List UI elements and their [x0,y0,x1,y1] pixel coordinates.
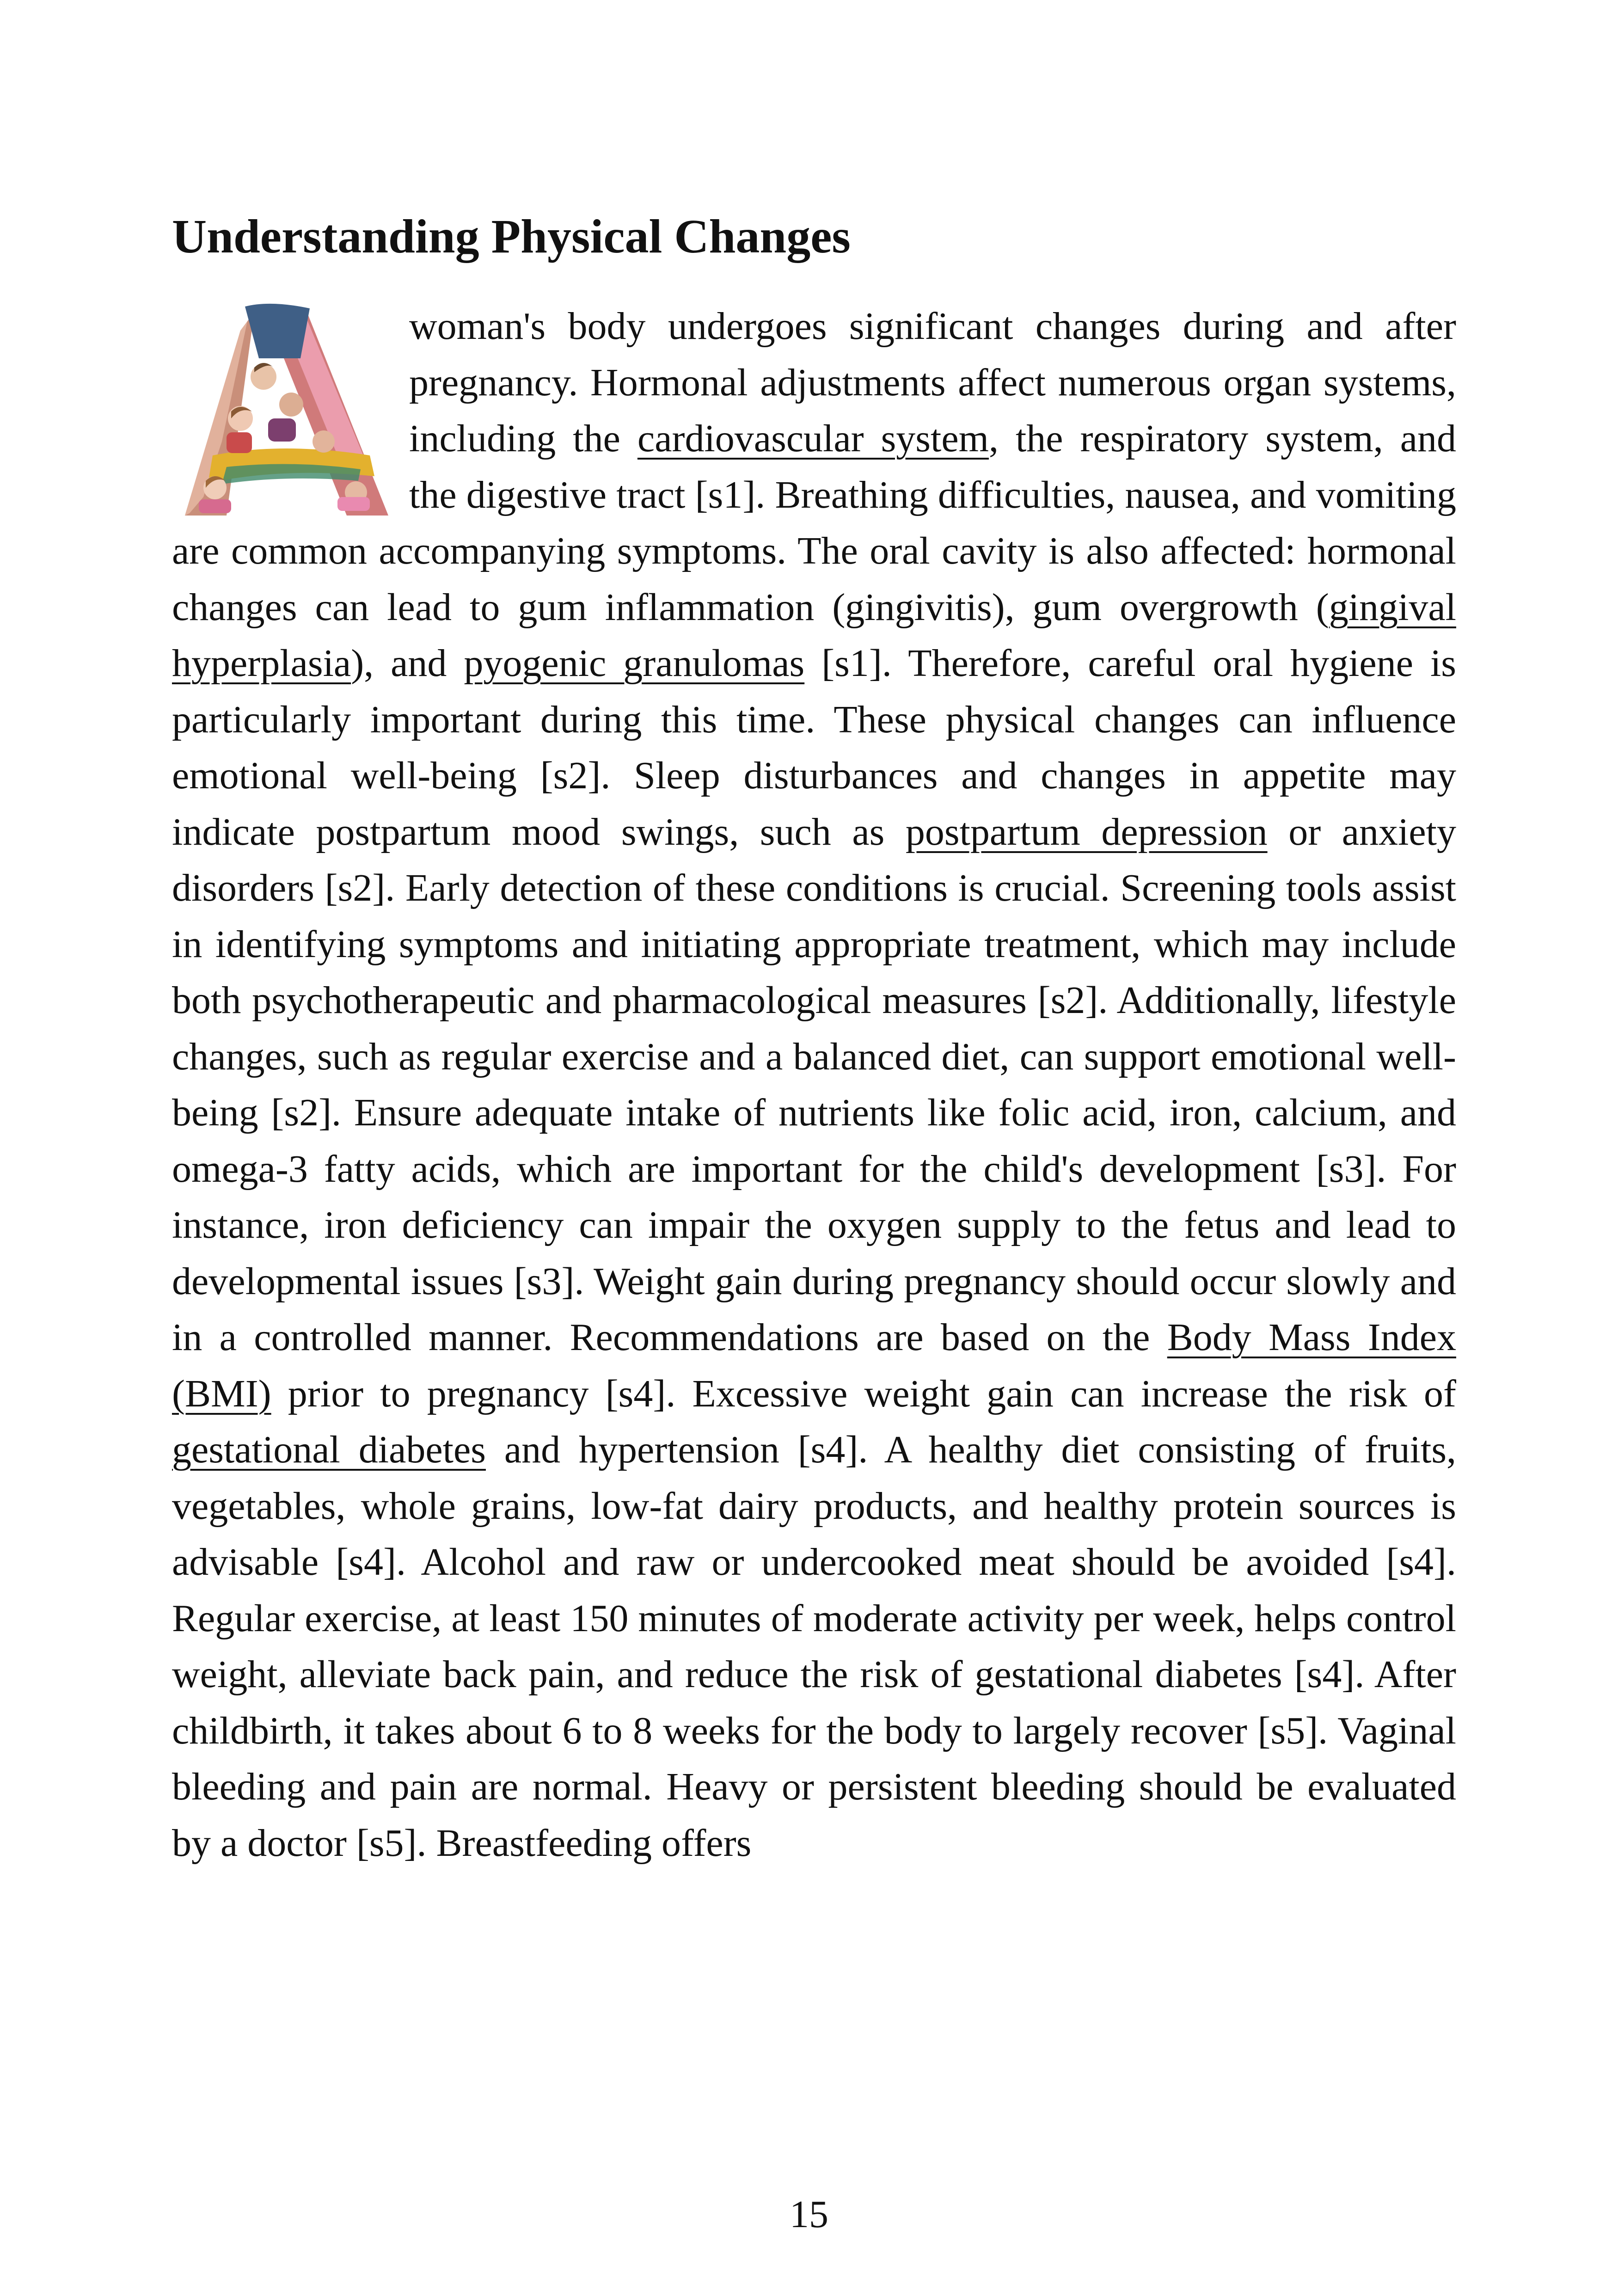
glossary-term-cardiovascular-system[interactable]: cardiovascular system [637,417,989,460]
body-paragraph [172,298,1456,1871]
photo-collage-letter-a-icon [171,303,398,520]
paragraph-run: prior to pregnancy [s4]. Excessive weight gain can increase the risk of [271,1372,1456,1415]
glossary-term-body-mass-index[interactable]: Body Mass Index (BMI) [172,1316,1456,1415]
paragraph-run: ), and [351,642,464,685]
paragraph-run: or anxiety disorders [s2]. Early detection of these conditions is crucial. Screening tools assist in identifying symptoms and initiating appropriate treatment, which may include both psychotherapeutic and pharmacological measures [s2]. Additionally, lifestyle changes, such as regular exercise and a balanced diet, can support emotional well-being [s2]. Ensure adequate intake of nutrients like folic acid, iron, calcium, and omega-3 fatty acids, which are important for the child's development [s3]. For instance, iron deficiency can impair the oxygen supply to the fetus and lead to developmental issues [s3]. Weight gain during pregnancy should occur slowly and in a controlled manner. Recommendations are based on the [172,810,1456,1359]
glossary-term-gingival-hyperplasia[interactable]: gingival hyperplasia [172,585,1456,685]
glossary-term-pyogenic-granulomas[interactable]: pyogenic granulomas [464,642,805,685]
glossary-term-gestational-diabetes[interactable]: gestational diabetes [172,1428,486,1471]
drop-cap [171,303,409,522]
section-title: Understanding Physical Changes [172,209,851,263]
paragraph-run: [s1]. Therefore, careful oral hygiene is particularly important during this time. These physical changes can influence emotional well-being [s2]. Sleep disturbances and changes in appetite may indicate postpartum mood swings, such as [172,642,1456,853]
page-number: 15 [790,2193,828,2236]
paragraph-run: woman's body undergoes significant changes during and after pregnancy. Hormonal adjustments affect numerous organ systems, including the [409,305,1456,460]
paragraph-run: and hypertension [s4]. A healthy diet consisting of fruits, vegetables, whole grains, low-fat dairy products, and healthy protein sources is advisable [s4]. Alcohol and raw or undercooked meat should be avoided [s4]. Regular exercise, at least 150 minutes of moderate activity per week, helps control weight, alleviate back pain, and reduce the risk of gestational diabetes [s4]. After childbirth, it takes about 6 to 8 weeks for the body to largely recover [s5]. Vaginal bleeding and pain are normal. Heavy or persistent bleeding should be evaluated by a doctor [s5]. Breastfeeding offers [172,1428,1457,1865]
paragraph-run: , the respiratory system, and the digestive tract [s1]. Breathing difficulties, nausea, and vomiting are common accompanying symptoms. The oral cavity is also affected: hormonal changes can lead to gum inflammation (gingivitis), gum overgrowth ( [172,417,1457,629]
glossary-term-postpartum-depression[interactable]: postpartum depression [905,810,1268,853]
